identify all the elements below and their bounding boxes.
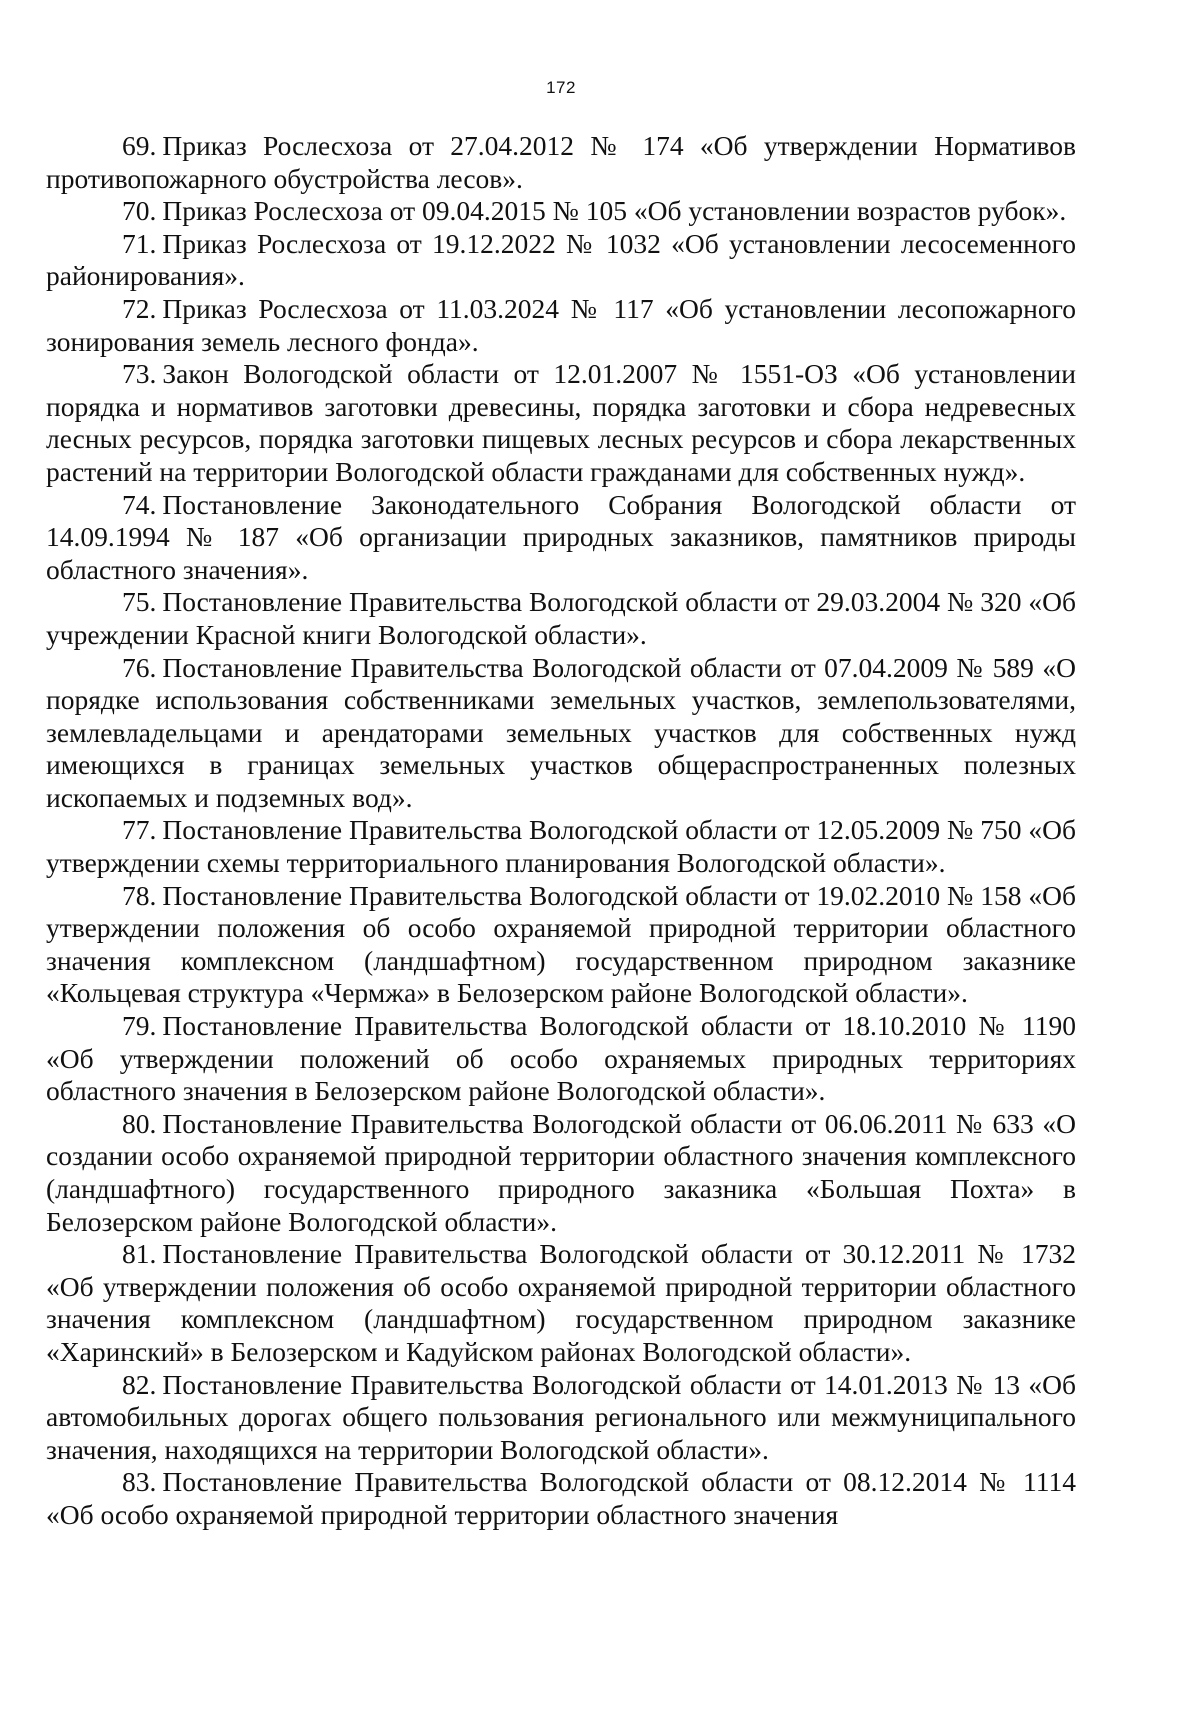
list-item-text: Постановление Правительства Вологодской области от 29.03.2004 № 320 «Об учреждении Красной книги Вологодской области».: [46, 586, 1076, 650]
list-item-text: Постановление Правительства Вологодской области от 12.05.2009 № 750 «Об утверждении схемы территориального планирования Вологодской области».: [46, 814, 1076, 879]
list-item-80: [46, 1108, 1076, 1238]
list-item-text: Постановление Правительства Вологодской области от 07.04.2009 № 589 «О порядке использования собственниками земельных участков, землепользователями, землевладельцами и арендаторами земельных участков для собственных нужд имеющихся в границах земельных участков общераспространенных полезных ископаемых и подземных вод».: [46, 651, 1076, 813]
list-item-69: [46, 130, 1076, 195]
list-item-number: 79.: [122, 1010, 157, 1042]
list-item-text: Постановление Правительства Вологодской области от 30.12.2011 № 1732 «Об утверждении положения об особо охраняемой природной территории областного значения комплексном (ландшафтном) государственном природном заказнике «Харинский» в Белозерском и Кадуйском районах Вологодской области».: [46, 1238, 1076, 1367]
list-item-text: Приказ Рослесхоза от 27.04.2012 № 174 «Об утверждении Нормативов противопожарного обустройства лесов».: [46, 130, 1076, 194]
list-item-number: 81.: [122, 1238, 157, 1270]
list-item-text: Постановление Правительства Вологодской области от 14.01.2013 № 13 «Об автомобильных дорогах общего пользования регионального или межмуниципального значения, находящихся на территории Вологодской области».: [46, 1368, 1076, 1465]
list-item-74: [46, 489, 1076, 587]
list-item-number: 78.: [122, 879, 157, 911]
list-item-text: Постановление Правительства Вологодской области от 19.02.2010 № 158 «Об утверждении положения об особо охраняемой природной территории областного значения комплексном (ландшафтном) государственном природном заказнике «Кольцевая структура «Чермжа» в Белозерском районе Вологодской области».: [46, 879, 1076, 1009]
list-item-number: 75.: [122, 586, 157, 618]
list-item-number: 69.: [122, 130, 157, 161]
list-item-79: [46, 1010, 1076, 1108]
list-item-number: 80.: [122, 1107, 157, 1139]
list-item-72: [46, 293, 1076, 358]
list-item-text: Приказ Рослесхоза от 09.04.2015 № 105 «Об установлении возрастов рубок».: [162, 195, 1067, 227]
list-item-number: 71.: [122, 227, 157, 259]
list-item-number: 76.: [122, 651, 157, 683]
list-item-number: 74.: [122, 488, 157, 520]
list-item-text: Закон Вологодской области от 12.01.2007 № 1551-ОЗ «Об установлении порядка и нормативов заготовки древесины, порядка заготовки и сбора недревесных лесных ресурсов, порядка заготовки пищевых лесных ресурсов и сбора лекарственных растений на территории Вологодской области гражданами для собственных нужд».: [46, 358, 1076, 487]
list-item-70: [46, 195, 1076, 228]
page-number: 172: [546, 78, 576, 97]
list-item-71: [46, 228, 1076, 293]
list-item-text: Постановление Правительства Вологодской области от 06.06.2011 № 633 «О создании особо охраняемой природной территории областного значения комплексного (ландшафтного) государственного природного заказника «Большая Похта» в Белозерском районе Вологодской области».: [46, 1107, 1076, 1237]
list-item-82: [46, 1369, 1076, 1467]
list-item-text: Приказ Рослесхоза от 19.12.2022 № 1032 «Об установлении лесосеменного районирования».: [46, 227, 1076, 292]
list-item-83: [46, 1466, 1076, 1531]
list-item-text: Постановление Правительства Вологодской области от 08.12.2014 № 1114 «Об особо охраняемой природной территории областного значения: [46, 1466, 1076, 1530]
list-item-75: [46, 586, 1076, 651]
list-item-77: [46, 814, 1076, 879]
list-item-text: Постановление Законодательного Собрания Вологодской области от 14.09.1994 № 187 «Об организации природных заказников, памятников природы областного значения».: [46, 488, 1076, 585]
list-item-number: 73.: [122, 358, 157, 390]
list-item-text: Постановление Правительства Вологодской области от 18.10.2010 № 1190 «Об утверждении положений об особо охраняемых природных территориях областного значения в Белозерском районе Вологодской области».: [46, 1010, 1076, 1107]
document-body: [46, 130, 1076, 1532]
list-item-81: [46, 1238, 1076, 1368]
list-item-number: 77.: [122, 814, 157, 846]
list-item-73: [46, 358, 1076, 488]
list-item-text: Приказ Рослесхоза от 11.03.2024 № 117 «Об установлении лесопожарного зонирования земель лесного фонда».: [46, 292, 1076, 357]
list-item-78: [46, 880, 1076, 1010]
list-item-76: [46, 652, 1076, 815]
list-item-number: 70.: [122, 195, 157, 227]
list-item-number: 72.: [122, 292, 157, 324]
list-item-number: 82.: [122, 1368, 157, 1400]
list-item-number: 83.: [122, 1466, 157, 1498]
